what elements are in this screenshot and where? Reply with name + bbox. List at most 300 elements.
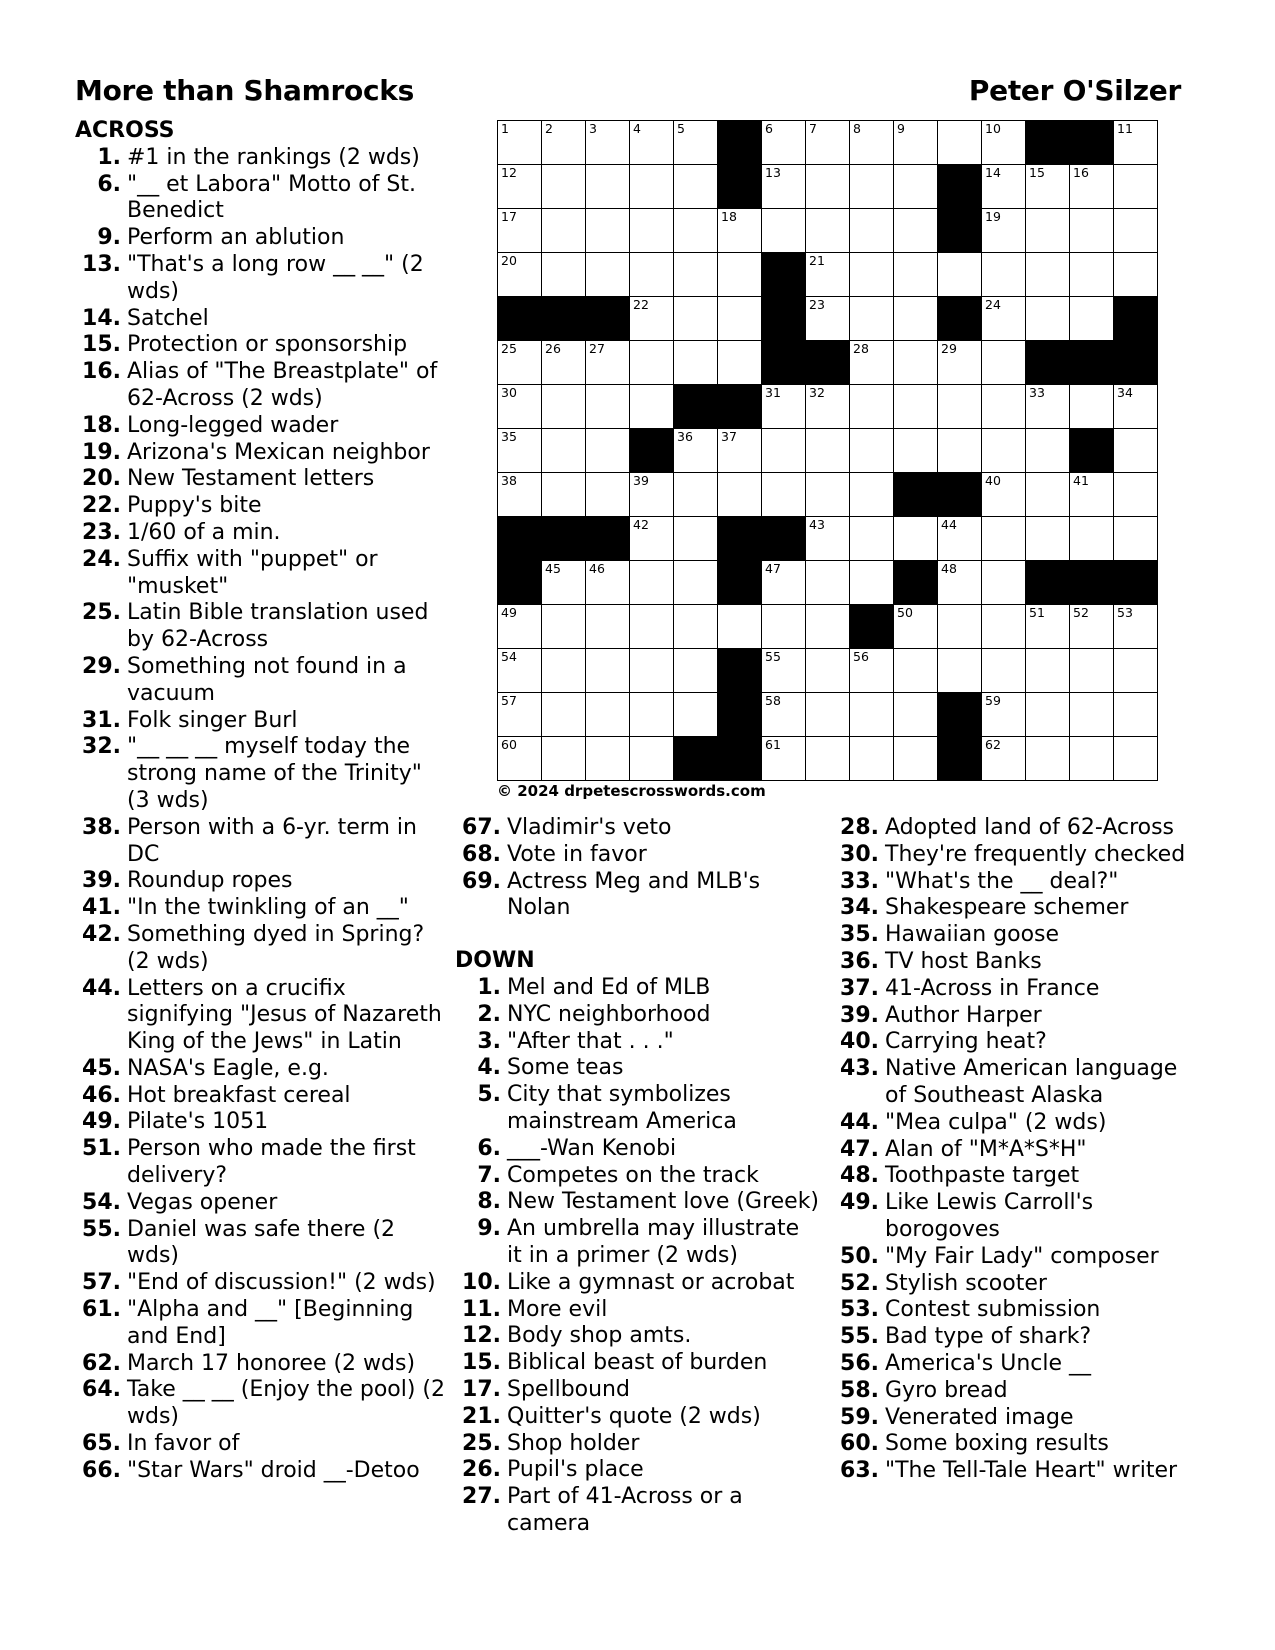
clue-text: Some boxing results [885, 1431, 1109, 1457]
clue-column-2 [455, 815, 820, 1538]
across-clue [75, 1190, 445, 1217]
down-clue [833, 815, 1203, 842]
black-square [1026, 341, 1070, 385]
clue-number: 23. [82, 519, 121, 545]
grid-cell[interactable] [1070, 737, 1114, 781]
grid-cell[interactable] [938, 517, 982, 561]
across-clue [455, 842, 820, 869]
grid-cell[interactable] [762, 737, 806, 781]
black-square [1070, 341, 1114, 385]
grid-cell[interactable] [1070, 693, 1114, 737]
grid-cell[interactable] [586, 165, 630, 209]
down-clue-list [455, 975, 820, 1538]
grid-cell[interactable] [762, 605, 806, 649]
grid-cell[interactable] [850, 737, 894, 781]
grid-cell[interactable] [806, 209, 850, 253]
cell-number: 30 [501, 385, 517, 400]
cell-number: 36 [677, 429, 693, 444]
clue-number: 2. [477, 1001, 501, 1027]
down-clue [833, 1029, 1203, 1056]
grid-cell[interactable] [1114, 693, 1158, 737]
grid-cell[interactable] [894, 385, 938, 429]
across-clue [75, 306, 445, 333]
grid-cell[interactable] [1070, 297, 1114, 341]
cell-number: 38 [501, 473, 517, 488]
cell-number: 34 [1117, 385, 1133, 400]
clue-text: Part of 41-Across or a camera [507, 1484, 743, 1536]
grid-cell[interactable] [894, 253, 938, 297]
grid-cell[interactable] [1026, 165, 1070, 209]
grid-cell[interactable] [586, 561, 630, 605]
grid-cell[interactable] [1114, 605, 1158, 649]
grid-cell[interactable] [806, 473, 850, 517]
grid-cell[interactable] [630, 253, 674, 297]
grid-cell[interactable] [850, 209, 894, 253]
grid-cell[interactable] [586, 473, 630, 517]
clue-number: 33. [840, 868, 879, 894]
black-square [894, 561, 938, 605]
clue-text: Suffix with "puppet" or "musket" [127, 546, 378, 599]
clue-text: ___-Wan Kenobi [507, 1135, 677, 1161]
grid-cell[interactable] [542, 737, 586, 781]
grid-cell[interactable] [938, 341, 982, 385]
grid-cell[interactable] [894, 429, 938, 473]
cell-number: 51 [1029, 605, 1045, 620]
grid-cell[interactable] [982, 209, 1026, 253]
black-square [894, 473, 938, 517]
clue-text: "End of discussion!" (2 wds) [127, 1270, 436, 1296]
grid-cell[interactable] [586, 737, 630, 781]
cell-number: 4 [633, 121, 641, 136]
grid-cell[interactable] [938, 385, 982, 429]
grid-cell[interactable] [850, 517, 894, 561]
grid-cell[interactable] [542, 341, 586, 385]
down-clue [455, 1323, 820, 1350]
grid-cell[interactable] [762, 429, 806, 473]
grid-cell[interactable] [630, 121, 674, 165]
grid-cell[interactable] [630, 209, 674, 253]
grid-cell[interactable] [498, 253, 542, 297]
grid-cell[interactable] [850, 121, 894, 165]
grid-cell[interactable] [806, 429, 850, 473]
grid-cell[interactable] [806, 297, 850, 341]
across-clue [455, 815, 820, 842]
grid-cell[interactable] [630, 165, 674, 209]
grid-cell[interactable] [718, 429, 762, 473]
grid-cell[interactable] [938, 253, 982, 297]
grid-cell[interactable] [850, 473, 894, 517]
grid-cell[interactable] [586, 649, 630, 693]
grid-cell[interactable] [806, 517, 850, 561]
grid-cell[interactable] [1114, 649, 1158, 693]
clue-text: 41-Across in France [885, 975, 1100, 1001]
across-clue [75, 1351, 445, 1378]
clue-number: 10. [462, 1269, 501, 1295]
grid-cell[interactable] [806, 561, 850, 605]
grid-cell[interactable] [762, 473, 806, 517]
clue-number: 46. [82, 1082, 121, 1108]
grid-cell[interactable] [674, 473, 718, 517]
clue-text: New Testament love (Greek) [507, 1189, 820, 1215]
grid-cell[interactable] [630, 341, 674, 385]
grid-cell[interactable] [850, 297, 894, 341]
clue-text: Letters on a crucifix signifying "Jesus of Nazareth King of the Jews" in Latin [127, 975, 442, 1055]
grid-cell[interactable] [630, 649, 674, 693]
grid-cell[interactable] [1070, 517, 1114, 561]
cell-number: 28 [853, 341, 869, 356]
grid-cell[interactable] [762, 693, 806, 737]
grid-cell[interactable] [498, 165, 542, 209]
clue-text: Arizona's Mexican neighbor [127, 439, 430, 465]
grid-cell[interactable] [542, 385, 586, 429]
grid-cell[interactable] [1070, 649, 1114, 693]
grid-cell[interactable] [982, 517, 1026, 561]
cell-number: 48 [941, 561, 957, 576]
grid-cell[interactable] [850, 341, 894, 385]
clue-text: Vegas opener [127, 1189, 278, 1215]
clue-number: 3. [477, 1028, 501, 1054]
grid-cell[interactable] [1026, 737, 1070, 781]
grid-cell[interactable] [1070, 253, 1114, 297]
cell-number: 60 [501, 737, 517, 752]
clue-text: Person with a 6-yr. term in DC [127, 814, 417, 867]
grid-cell[interactable] [630, 693, 674, 737]
grid-cell[interactable] [542, 209, 586, 253]
puzzle-title: More than Shamrocks [75, 74, 414, 107]
grid-cell[interactable] [850, 385, 894, 429]
clue-number: 1. [477, 974, 501, 1000]
clue-text: More evil [507, 1296, 608, 1322]
grid-cell[interactable] [850, 561, 894, 605]
grid-cell[interactable] [894, 693, 938, 737]
grid-cell[interactable] [1070, 385, 1114, 429]
grid-cell[interactable] [762, 165, 806, 209]
clue-number: 57. [82, 1270, 121, 1296]
grid-cell[interactable] [542, 649, 586, 693]
grid-cell[interactable] [938, 561, 982, 605]
grid-cell[interactable] [806, 693, 850, 737]
black-square [586, 517, 630, 561]
grid-cell[interactable] [982, 693, 1026, 737]
clue-number: 6. [477, 1135, 501, 1161]
cell-number: 6 [765, 121, 773, 136]
clue-text: City that symbolizes mainstream America [507, 1082, 737, 1134]
grid-cell[interactable] [586, 253, 630, 297]
clue-text: Like Lewis Carroll's borogoves [885, 1190, 1094, 1242]
grid-cell[interactable] [1026, 253, 1070, 297]
grid-cell[interactable] [894, 517, 938, 561]
grid-cell[interactable] [674, 341, 718, 385]
across-clue [75, 1297, 445, 1351]
clue-text: March 17 honoree (2 wds) [127, 1350, 416, 1376]
clue-number: 16. [82, 359, 121, 385]
clue-number: 15. [462, 1350, 501, 1376]
grid-cell[interactable] [806, 605, 850, 649]
grid-cell[interactable] [674, 649, 718, 693]
grid-cell[interactable] [718, 341, 762, 385]
down-clue [833, 1137, 1203, 1164]
grid-cell[interactable] [1026, 429, 1070, 473]
clue-number: 36. [840, 948, 879, 974]
grid-cell[interactable] [586, 341, 630, 385]
grid-cell[interactable] [498, 649, 542, 693]
grid-cell[interactable] [806, 253, 850, 297]
cell-number: 43 [809, 517, 825, 532]
clue-text: America's Uncle __ [885, 1350, 1092, 1376]
down-clue [455, 1216, 820, 1270]
clue-number: 26. [462, 1457, 501, 1483]
grid-cell[interactable] [542, 429, 586, 473]
grid-cell[interactable] [982, 297, 1026, 341]
clue-text: "__ __ __ myself today the strong name of the Trinity" (3 wds) [127, 734, 422, 813]
grid-cell[interactable] [498, 209, 542, 253]
grid-cell[interactable] [630, 561, 674, 605]
clue-text: Perform an ablution [127, 225, 345, 251]
grid-cell[interactable] [586, 121, 630, 165]
grid-cell[interactable] [674, 429, 718, 473]
clue-text: Take __ __ (Enjoy the pool) (2 wds) [127, 1377, 446, 1430]
grid-cell[interactable] [718, 473, 762, 517]
grid-cell[interactable] [894, 297, 938, 341]
grid-cell[interactable] [542, 121, 586, 165]
black-square [498, 561, 542, 605]
down-clue [455, 1297, 820, 1324]
clue-text: Some teas [507, 1055, 624, 1081]
clue-number: 66. [82, 1457, 121, 1483]
cell-number: 12 [501, 165, 517, 180]
cell-number: 25 [501, 341, 517, 356]
grid-cell[interactable] [1026, 605, 1070, 649]
grid-cell[interactable] [938, 121, 982, 165]
clue-text: Vladimir's veto [507, 815, 672, 840]
cell-number: 59 [985, 693, 1001, 708]
grid-cell[interactable] [630, 517, 674, 561]
cell-number: 13 [765, 165, 781, 180]
grid-cell[interactable] [1114, 209, 1158, 253]
clue-text: Bad type of shark? [885, 1324, 1092, 1350]
grid-cell[interactable] [1026, 693, 1070, 737]
grid-cell[interactable] [894, 737, 938, 781]
clue-text: #1 in the rankings (2 wds) [127, 144, 420, 170]
grid-cell[interactable] [718, 605, 762, 649]
grid-cell[interactable] [1114, 121, 1158, 165]
grid-cell[interactable] [1026, 473, 1070, 517]
grid-cell[interactable] [1026, 297, 1070, 341]
black-square [762, 517, 806, 561]
across-clue [75, 1083, 445, 1110]
grid-cell[interactable] [982, 253, 1026, 297]
across-clue [75, 520, 445, 547]
grid-cell[interactable] [542, 693, 586, 737]
grid-cell[interactable] [982, 737, 1026, 781]
grid-cell[interactable] [1026, 517, 1070, 561]
cell-number: 45 [545, 561, 561, 576]
grid-cell[interactable] [938, 605, 982, 649]
black-square [1070, 561, 1114, 605]
grid-cell[interactable] [674, 693, 718, 737]
grid-cell[interactable] [630, 473, 674, 517]
grid-cell[interactable] [982, 473, 1026, 517]
clue-number: 64. [82, 1377, 121, 1403]
crossword-grid [497, 120, 1158, 781]
grid-cell[interactable] [542, 561, 586, 605]
grid-cell[interactable] [498, 385, 542, 429]
grid-cell[interactable] [586, 209, 630, 253]
grid-cell[interactable] [982, 561, 1026, 605]
across-clue [75, 895, 445, 922]
down-clue [455, 1082, 820, 1136]
grid-cell[interactable] [542, 473, 586, 517]
clue-text: Daniel was safe there (2 wds) [127, 1216, 396, 1269]
grid-cell[interactable] [1070, 605, 1114, 649]
grid-cell[interactable] [806, 165, 850, 209]
grid-cell[interactable] [1070, 209, 1114, 253]
grid-cell[interactable] [542, 165, 586, 209]
clue-number: 9. [477, 1216, 501, 1242]
grid-cell[interactable] [1026, 649, 1070, 693]
grid-cell[interactable] [498, 737, 542, 781]
black-square [542, 297, 586, 341]
grid-cell[interactable] [982, 121, 1026, 165]
grid-cell[interactable] [1026, 209, 1070, 253]
grid-cell[interactable] [674, 121, 718, 165]
grid-cell[interactable] [630, 605, 674, 649]
across-clue [75, 172, 445, 226]
grid-cell[interactable] [938, 649, 982, 693]
black-square [498, 297, 542, 341]
grid-cell[interactable] [762, 121, 806, 165]
grid-cell[interactable] [498, 473, 542, 517]
grid-cell[interactable] [586, 605, 630, 649]
black-square [1026, 561, 1070, 605]
grid-cell[interactable] [982, 341, 1026, 385]
grid-cell[interactable] [586, 429, 630, 473]
grid-cell[interactable] [630, 737, 674, 781]
clue-number: 53. [840, 1297, 879, 1323]
grid-cell[interactable] [1070, 473, 1114, 517]
clue-number: 52. [840, 1270, 879, 1296]
grid-cell[interactable] [674, 209, 718, 253]
grid-cell[interactable] [1026, 385, 1070, 429]
down-clue [833, 1378, 1203, 1405]
clue-text: New Testament letters [127, 466, 375, 492]
clue-text: Spellbound [507, 1376, 630, 1402]
clue-number: 11. [462, 1296, 501, 1322]
grid-cell[interactable] [850, 693, 894, 737]
grid-cell[interactable] [762, 209, 806, 253]
grid-cell[interactable] [674, 561, 718, 605]
clue-number: 17. [462, 1376, 501, 1402]
grid-cell[interactable] [982, 605, 1026, 649]
grid-cell[interactable] [630, 385, 674, 429]
grid-cell[interactable] [938, 429, 982, 473]
cell-number: 54 [501, 649, 517, 664]
grid-cell[interactable] [1114, 473, 1158, 517]
grid-cell[interactable] [850, 253, 894, 297]
grid-cell[interactable] [894, 341, 938, 385]
grid-cell[interactable] [850, 649, 894, 693]
grid-cell[interactable] [894, 649, 938, 693]
grid-cell[interactable] [806, 385, 850, 429]
grid-cell[interactable] [762, 385, 806, 429]
clue-text: Alias of "The Breastplate" of 62-Across (2 wds) [127, 359, 438, 411]
cell-number: 19 [985, 209, 1001, 224]
grid-cell[interactable] [630, 297, 674, 341]
black-square [498, 517, 542, 561]
grid-cell[interactable] [674, 253, 718, 297]
grid-cell[interactable] [718, 297, 762, 341]
grid-cell[interactable] [498, 429, 542, 473]
grid-cell[interactable] [1114, 385, 1158, 429]
cell-number: 52 [1073, 605, 1089, 620]
black-square [586, 297, 630, 341]
clue-number: 55. [82, 1216, 121, 1242]
grid-cell[interactable] [586, 385, 630, 429]
grid-cell[interactable] [674, 297, 718, 341]
clue-text: "What's the __ deal?" [885, 868, 1119, 894]
grid-cell[interactable] [762, 649, 806, 693]
grid-cell[interactable] [586, 693, 630, 737]
grid-cell[interactable] [498, 341, 542, 385]
grid-cell[interactable] [1114, 165, 1158, 209]
grid-cell[interactable] [1070, 165, 1114, 209]
grid-cell[interactable] [806, 121, 850, 165]
grid-cell[interactable] [894, 121, 938, 165]
grid-cell[interactable] [982, 385, 1026, 429]
grid-cell[interactable] [1114, 253, 1158, 297]
clue-number: 62. [82, 1350, 121, 1376]
grid-cell[interactable] [850, 165, 894, 209]
grid-cell[interactable] [498, 605, 542, 649]
down-clue-list-continued [833, 815, 1203, 1485]
grid-cell[interactable] [1114, 517, 1158, 561]
grid-cell[interactable] [542, 605, 586, 649]
grid-cell[interactable] [498, 121, 542, 165]
grid-cell[interactable] [982, 165, 1026, 209]
grid-cell[interactable] [806, 649, 850, 693]
black-square [762, 341, 806, 385]
grid-cell[interactable] [718, 253, 762, 297]
grid-cell[interactable] [674, 605, 718, 649]
grid-cell[interactable] [674, 517, 718, 561]
grid-cell[interactable] [498, 693, 542, 737]
clue-text: "Alpha and __" [Beginning and End] [127, 1297, 414, 1349]
grid-cell[interactable] [718, 209, 762, 253]
across-clue [75, 466, 445, 493]
cell-number: 9 [897, 121, 905, 136]
down-clue [833, 1003, 1203, 1030]
down-clue [833, 1431, 1203, 1458]
grid-cell[interactable] [894, 605, 938, 649]
across-clue [75, 654, 445, 708]
grid-cell[interactable] [850, 429, 894, 473]
clue-number: 32. [82, 734, 121, 760]
grid-cell[interactable] [894, 165, 938, 209]
cell-number: 58 [765, 693, 781, 708]
grid-cell[interactable] [894, 209, 938, 253]
grid-cell[interactable] [762, 561, 806, 605]
clue-text: An umbrella may illustrate it in a primer (2 wds) [507, 1216, 800, 1268]
grid-cell[interactable] [1114, 737, 1158, 781]
grid-cell[interactable] [674, 165, 718, 209]
grid-cell[interactable] [542, 253, 586, 297]
down-heading: DOWN [455, 948, 535, 974]
grid-cell[interactable] [1114, 429, 1158, 473]
grid-cell[interactable] [982, 429, 1026, 473]
grid-cell[interactable] [982, 649, 1026, 693]
cell-number: 39 [633, 473, 649, 488]
grid-cell[interactable] [806, 737, 850, 781]
